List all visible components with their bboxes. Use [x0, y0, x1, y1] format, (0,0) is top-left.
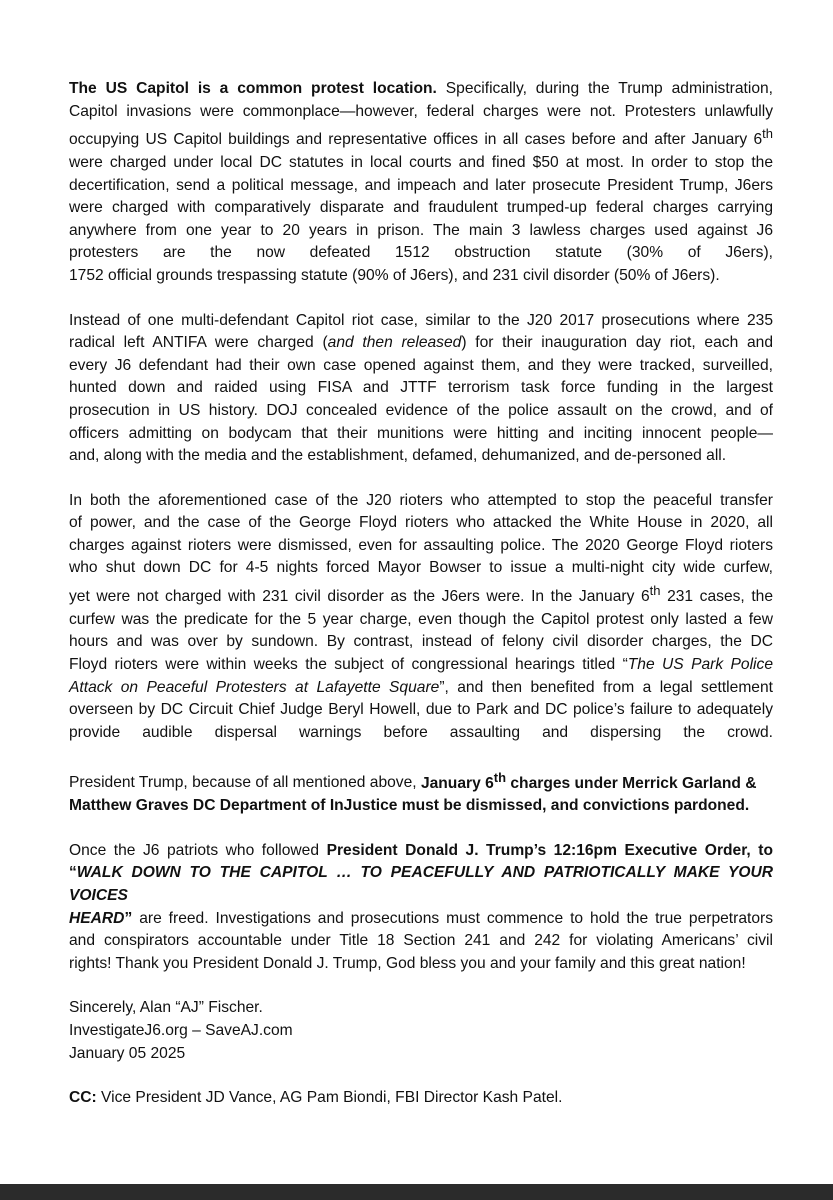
- signature-line: Sincerely, Alan “AJ” Fischer.: [69, 999, 263, 1017]
- text-line: Instead of one multi-defendant Capitol riot case, similar to the J20 2017 prosecutions where 235: [69, 311, 773, 329]
- text: HEARD: [69, 909, 125, 927]
- letter-body: [69, 78, 773, 1132]
- bold-text: [420, 769, 757, 792]
- superscript: th: [762, 126, 773, 142]
- bold-italic-text: [69, 910, 124, 927]
- cc-line: [69, 1087, 773, 1110]
- superscript: th: [493, 769, 507, 785]
- text-line: overseen by DC Circuit Chief Judge Beryl Howell, due to Park and DC police’s failure to adequately: [69, 701, 773, 719]
- text: Floyd rioters were within weeks the subject of congressional hearings titled “: [69, 656, 628, 674]
- text-line: of power, and the case of the George Floyd rioters who attacked the White House in 2020, all: [69, 514, 773, 532]
- text-line: curfew was the predicate for the 5 year charge, even though the Capitol protest only lasted a few: [69, 610, 773, 628]
- bold-text: “: [69, 864, 77, 882]
- text-line: officers admitting on bodycam that their munitions were hitting and inciting innocent people—: [69, 424, 773, 442]
- italic-text: The US Park Police: [627, 656, 773, 674]
- bottom-bar: [0, 1184, 833, 1200]
- text-line: provide audible dispersal warnings before assaulting and dispersing the crowd.: [69, 723, 773, 741]
- bold-lead: The US Capitol is a common protest location.: [69, 80, 437, 97]
- text-line: [69, 862, 773, 907]
- italic-text: Attack on Peaceful Protesters at Lafayette Square: [69, 678, 440, 696]
- text-line: were charged with comparatively disparate and fraudulent trumped-up federal charges carrying: [69, 199, 773, 217]
- text-line: protesters are the now defeated 1512 obstruction statute (30% of J6ers),: [69, 244, 773, 262]
- paragraph-dismiss-charges: [69, 766, 773, 817]
- text-line: [69, 840, 773, 863]
- text-line: and, along with the media and the establishment, defamed, dehumanized, and de-personed all.: [69, 447, 727, 465]
- text-line: were charged under local DC statutes in local courts and fined $50 at most. In order to stop the: [69, 153, 773, 171]
- bold-text: Matthew Graves DC Department of InJustice must be dismissed, and convictions pardoned.: [69, 797, 750, 815]
- text-line: [69, 908, 773, 931]
- italic-text: and then released: [327, 334, 462, 352]
- cc-recipients: Vice President JD Vance, AG Pam Biondi, FBI Director Kash Patel.: [96, 1089, 563, 1107]
- text: WALK DOWN TO THE CAPITOL … TO PEACEFULLY AND PATRIOTICALLY MAKE YOUR VOICES: [69, 864, 773, 904]
- text-line: Capitol invasions were commonplace—however, federal charges were not. Protesters unlawfully: [69, 102, 773, 120]
- text-line: hunted down and raided using FISA and JTTF terrorism task force funding in the largest: [69, 379, 773, 397]
- text: charges under Merrick Garland &: [506, 774, 757, 792]
- text-line: [69, 580, 773, 609]
- text: President Trump, because of all mentioned above,: [69, 774, 421, 792]
- paragraph-floyd-rioters: [69, 490, 773, 745]
- text-line: 1752 official grounds trespassing statute (90% of J6ers), and 231 civil disorder (50% of J6ers).: [69, 266, 720, 284]
- text-line: [69, 78, 773, 101]
- bold-text: ”: [124, 909, 133, 927]
- text-line: and conspirators accountable under Title 18 Section 241 and 242 for violating Americans’ civil: [69, 932, 773, 950]
- text-line: [69, 795, 773, 818]
- text-line: every J6 defendant had their own case opened against them, and they were tracked, surveilled,: [69, 356, 773, 374]
- text-line: [69, 766, 773, 795]
- text-line: who shut down DC for 4-5 nights forced Mayor Bowser to issue a multi-night city wide curfew,: [69, 559, 773, 577]
- text-line: prosecution in US history. DOJ concealed evidence of the police assault on the crowd, and of: [69, 401, 773, 419]
- text: occupying US Capitol buildings and representative offices in all cases before and after January 6: [69, 131, 763, 149]
- paragraph-j20-comparison: [69, 310, 773, 468]
- text-line: [69, 332, 773, 355]
- signature-websites: InvestigateJ6.org – SaveAJ.com: [69, 1021, 293, 1039]
- text: January 6: [420, 774, 494, 792]
- text: Specifically, during the Trump administration,: [436, 80, 773, 97]
- text-line: charges against rioters were dismissed, even for assaulting police. The 2020 George Floyd rioters: [69, 536, 773, 554]
- superscript: th: [649, 583, 661, 599]
- paragraph-capitol-protests: [69, 78, 773, 288]
- text-line: [69, 677, 773, 700]
- text: radical left ANTIFA were charged (: [69, 334, 328, 352]
- text: ) for their inauguration day riot, each and: [461, 334, 774, 352]
- text-line: hours and was over by sundown. By contrast, instead of felony civil disorder charges, the DC: [69, 633, 773, 651]
- bold-text: President Donald J. Trump’s 12:16pm Executive Order, to: [326, 841, 773, 859]
- signature-block: [69, 997, 773, 1065]
- text: are freed. Investigations and prosecutions must commence to hold the true perpetrators: [132, 909, 773, 927]
- text: 231 cases, the: [660, 588, 774, 606]
- signature-date: January 05 2025: [69, 1044, 186, 1062]
- text-line: [69, 654, 773, 677]
- text-line: decertification, send a political message, and impeach and later prosecute President Trump, J6ers: [69, 176, 773, 194]
- text: ”, and then benefited from a legal settlement: [439, 678, 773, 696]
- text-line: [69, 123, 773, 152]
- cc-label: CC:: [69, 1089, 97, 1107]
- bold-italic-text: [69, 864, 773, 904]
- text-line: In both the aforementioned case of the J20 rioters who attempted to stop the peaceful transfer: [69, 491, 773, 509]
- paragraph-executive-order: [69, 840, 773, 976]
- text-line: anywhere from one year to 20 years in prison. The main 3 lawless charges used against J6: [69, 221, 773, 239]
- text-line: rights! Thank you President Donald J. Trump, God bless you and your family and this great nation!: [69, 954, 746, 972]
- text: yet were not charged with 231 civil disorder as the J6ers were. In the January 6: [69, 588, 650, 606]
- text: Once the J6 patriots who followed: [69, 841, 327, 859]
